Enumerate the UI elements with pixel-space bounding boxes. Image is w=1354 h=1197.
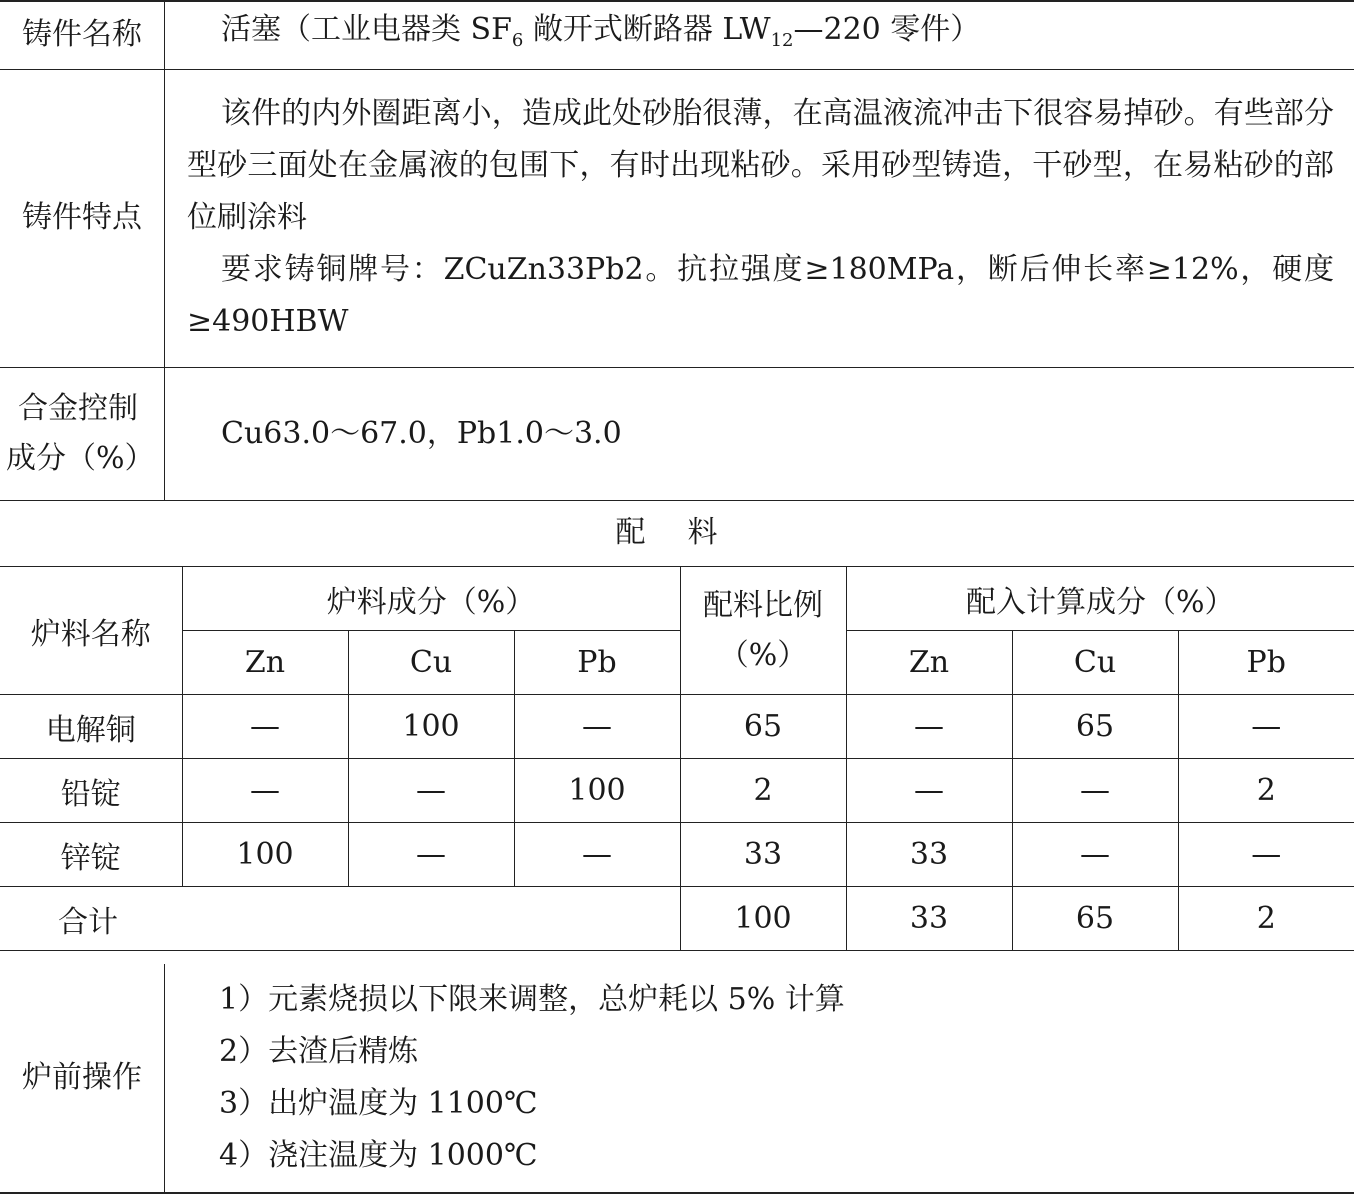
casting-name-label: 铸件名称 xyxy=(0,1,165,69)
cell-zn: — xyxy=(182,759,348,823)
casting-features-value xyxy=(165,69,1354,367)
total-label: 合计 xyxy=(0,887,680,951)
casting-features-label: 铸件特点 xyxy=(0,69,165,367)
header-cu: Cu xyxy=(348,631,514,695)
row-name: 电解铜 xyxy=(0,695,182,759)
casting-name-value: 活塞（工业电器类 $SF_6$ 敞开式断路器 $LW_{12}—220$ 零件） xyxy=(165,1,1354,69)
cell-calc-cu: — xyxy=(1012,759,1178,823)
cell-cu: — xyxy=(348,759,514,823)
alloy-control-label: 合金控制 成分（%） xyxy=(0,367,165,500)
cell-ratio: 33 xyxy=(680,823,846,887)
total-calc-pb: 2 xyxy=(1178,887,1354,951)
furnace-operations-label: 炉前操作 xyxy=(0,964,165,1193)
total-ratio: 100 xyxy=(680,887,846,951)
charge-header-row-2 xyxy=(0,631,1354,695)
total-calc-zn: 33 xyxy=(846,887,1012,951)
list-item: 3）出炉温度为 1100℃ xyxy=(219,1086,538,1121)
furnace-operations-row xyxy=(0,964,1354,1193)
table-row xyxy=(0,695,1354,759)
cell-calc-zn: 33 xyxy=(846,823,1012,887)
header-zn: Zn xyxy=(182,631,348,695)
header-ratio: 配料比例 （%） xyxy=(680,567,846,695)
casting-info-table xyxy=(0,0,1354,501)
header-calc-pb: Pb xyxy=(1178,631,1354,695)
cell-calc-zn: — xyxy=(846,695,1012,759)
table-row xyxy=(0,823,1354,887)
header-charge-name: 炉料名称 xyxy=(0,567,182,695)
features-paragraph-1: 该件的内外圈距离小，造成此处砂胎很薄，在高温液流冲击下很容易掉砂。有些部分型砂三面处在金属液的包围下，有时出现粘砂。采用砂型铸造，干砂型，在易粘砂的部位刷涂料 xyxy=(187,96,1334,235)
table-row xyxy=(0,759,1354,823)
header-calc-composition: 配入计算成分（%） xyxy=(846,567,1354,631)
cell-cu: 100 xyxy=(348,695,514,759)
cell-cu: — xyxy=(348,823,514,887)
cell-pb: 100 xyxy=(514,759,680,823)
alloy-control-row xyxy=(0,367,1354,500)
header-calc-cu: Cu xyxy=(1012,631,1178,695)
cell-calc-zn: — xyxy=(846,759,1012,823)
list-item: 4）浇注温度为 1000℃ xyxy=(219,1138,538,1173)
list-item: 2）去渣后精炼 xyxy=(219,1034,419,1069)
header-calc-zn: Zn xyxy=(846,631,1012,695)
cell-calc-cu: — xyxy=(1012,823,1178,887)
row-name: 铅锭 xyxy=(0,759,182,823)
charge-header-row-1 xyxy=(0,567,1354,631)
total-row xyxy=(0,887,1354,951)
header-composition: 炉料成分（%） xyxy=(182,567,680,631)
cell-pb: — xyxy=(514,823,680,887)
cell-zn: — xyxy=(182,695,348,759)
features-paragraph-2: 要求铸铜牌号：ZCuZn33Pb2。抗拉强度≥180MPa，断后伸长率≥12%，硬度≥490HBW xyxy=(187,252,1334,339)
subscript-6: 6 xyxy=(511,29,524,51)
cell-zn: 100 xyxy=(182,823,348,887)
cell-calc-pb: — xyxy=(1178,823,1354,887)
total-calc-cu: 65 xyxy=(1012,887,1178,951)
cell-ratio: 2 xyxy=(680,759,846,823)
subscript-12: 12 xyxy=(770,29,794,51)
casting-features-row xyxy=(0,69,1354,367)
cell-calc-cu: 65 xyxy=(1012,695,1178,759)
cell-ratio: 65 xyxy=(680,695,846,759)
list-item: 1）元素烧损以下限来调整，总炉耗以 5% 计算 xyxy=(219,982,845,1017)
charge-table xyxy=(0,566,1354,951)
casting-name-row xyxy=(0,1,1354,69)
furnace-operations-list-cell xyxy=(165,964,1354,1193)
header-pb: Pb xyxy=(514,631,680,695)
furnace-operations-table xyxy=(0,964,1354,1194)
alloy-control-value: Cu63.0～67.0，Pb1.0～3.0 xyxy=(165,367,1354,500)
section-title: 配料 xyxy=(615,515,760,550)
row-name: 锌锭 xyxy=(0,823,182,887)
cell-calc-pb: — xyxy=(1178,695,1354,759)
cell-pb: — xyxy=(514,695,680,759)
cell-calc-pb: 2 xyxy=(1178,759,1354,823)
furnace-operations-list xyxy=(165,974,1354,1182)
